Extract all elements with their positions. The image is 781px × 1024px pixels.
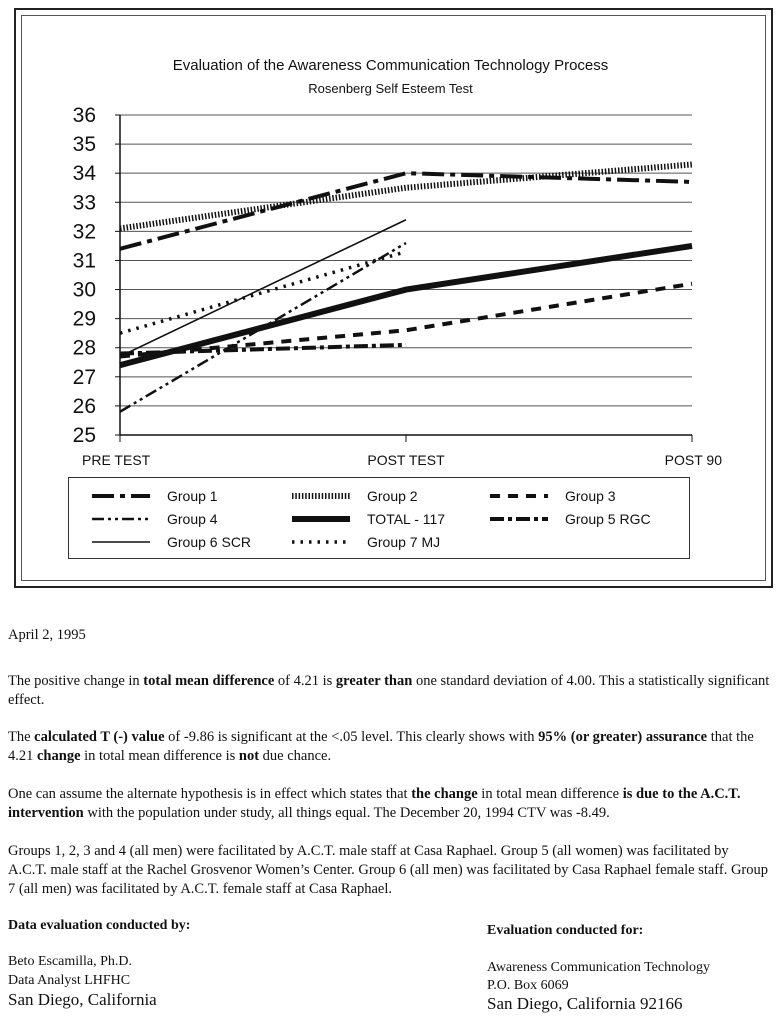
text-run: not xyxy=(238,748,260,764)
y-tick-label: 28 xyxy=(72,336,96,360)
text-run: of 4.21 is xyxy=(274,673,336,689)
legend-label: Group 1 xyxy=(167,488,218,504)
text-run: in total mean difference xyxy=(477,786,623,802)
series-line-group-1 xyxy=(120,173,692,249)
text-run: of -9.86 is significant at the <.05 level. This clearly shows with xyxy=(164,729,539,745)
text-run: change xyxy=(37,748,81,764)
text-run: with the population under study, all things equal. The December 20, 1994 CTV was -8.49. xyxy=(83,805,610,821)
y-tick-label: 27 xyxy=(72,365,96,389)
y-tick-label: 26 xyxy=(72,394,96,418)
report-date: April 2, 1995 xyxy=(8,627,86,643)
chart-subtitle: Rosenberg Self Esteem Test xyxy=(308,81,473,96)
x-tick-label: POST 90 xyxy=(664,452,722,468)
analyst-title: Data Analyst LHFHC xyxy=(8,973,131,988)
chart-title: Evaluation of the Awareness Communication Technology Process xyxy=(172,57,609,74)
x-tick-label: POST TEST xyxy=(367,452,445,468)
text-run: greater than xyxy=(335,673,413,689)
paragraph-3 xyxy=(8,785,770,823)
series-line-group-2 xyxy=(120,164,692,228)
y-tick-label: 30 xyxy=(72,278,96,302)
series-line-group-7-mj xyxy=(120,252,406,333)
text-run: that the 4.21 xyxy=(8,729,754,764)
text-run: calculated T (-) value xyxy=(34,729,165,745)
analyst-city: San Diego, California xyxy=(8,990,157,1009)
org-box: P.O. Box 6069 xyxy=(487,978,569,993)
right-heading: Evaluation conducted for: xyxy=(487,923,644,938)
legend-label: Group 7 MJ xyxy=(367,534,441,550)
analyst-name: Beto Escamilla, Ph.D. xyxy=(8,954,133,969)
org-city: San Diego, California 92166 xyxy=(487,994,683,1013)
left-heading: Data evaluation conducted by: xyxy=(8,918,191,933)
y-tick-label: 25 xyxy=(72,424,96,447)
text-run: is due to the A.C.T. intervention xyxy=(8,786,741,821)
text-run: in total mean difference is xyxy=(80,748,239,764)
text-run: one standard deviation of 4.00. This a statistically significant effect. xyxy=(8,673,770,708)
y-tick-label: 31 xyxy=(72,249,96,273)
text-run: due chance. xyxy=(259,748,332,764)
text-run: One can assume the alternate hypothesis is in effect which states that xyxy=(8,786,412,802)
y-tick-label: 34 xyxy=(72,162,96,186)
y-tick-label: 33 xyxy=(72,191,96,215)
legend-label: Group 6 SCR xyxy=(167,534,252,550)
legend-label: Group 5 RGC xyxy=(565,511,651,527)
paragraph-2 xyxy=(8,728,770,766)
y-tick-label: 35 xyxy=(72,133,96,157)
y-tick-label: 36 xyxy=(72,104,96,127)
text-run: total mean difference xyxy=(143,673,275,689)
legend-label: Group 4 xyxy=(167,511,218,527)
y-tick-label: 29 xyxy=(72,307,96,331)
text-run: the change xyxy=(411,786,478,802)
text-run: 95% (or greater) assurance xyxy=(538,729,708,745)
y-tick-label: 32 xyxy=(72,220,96,244)
paragraph-4: Groups 1, 2, 3 and 4 (all men) were facilitated by A.C.T. male staff at Casa Raphael. Group 5 (all women) was facilitated by A.C.T. male staff at the Rachel Grosvenor Women’s Center. Group 6 (all men) was facilitated by Casa Raphael female staff. Group 7 (all men) was facilitated by A.C.T. female staff at Casa Raphael. xyxy=(8,843,768,897)
text-run: The positive change in xyxy=(8,673,144,689)
org-name: Awareness Communication Technology xyxy=(487,960,710,975)
legend-label: Group 2 xyxy=(367,488,418,504)
text-run: The xyxy=(8,729,35,745)
x-tick-label: PRE TEST xyxy=(82,452,151,468)
paragraph-1 xyxy=(8,672,770,710)
legend-label: TOTAL - 117 xyxy=(367,511,446,527)
legend-label: Group 3 xyxy=(565,488,616,504)
